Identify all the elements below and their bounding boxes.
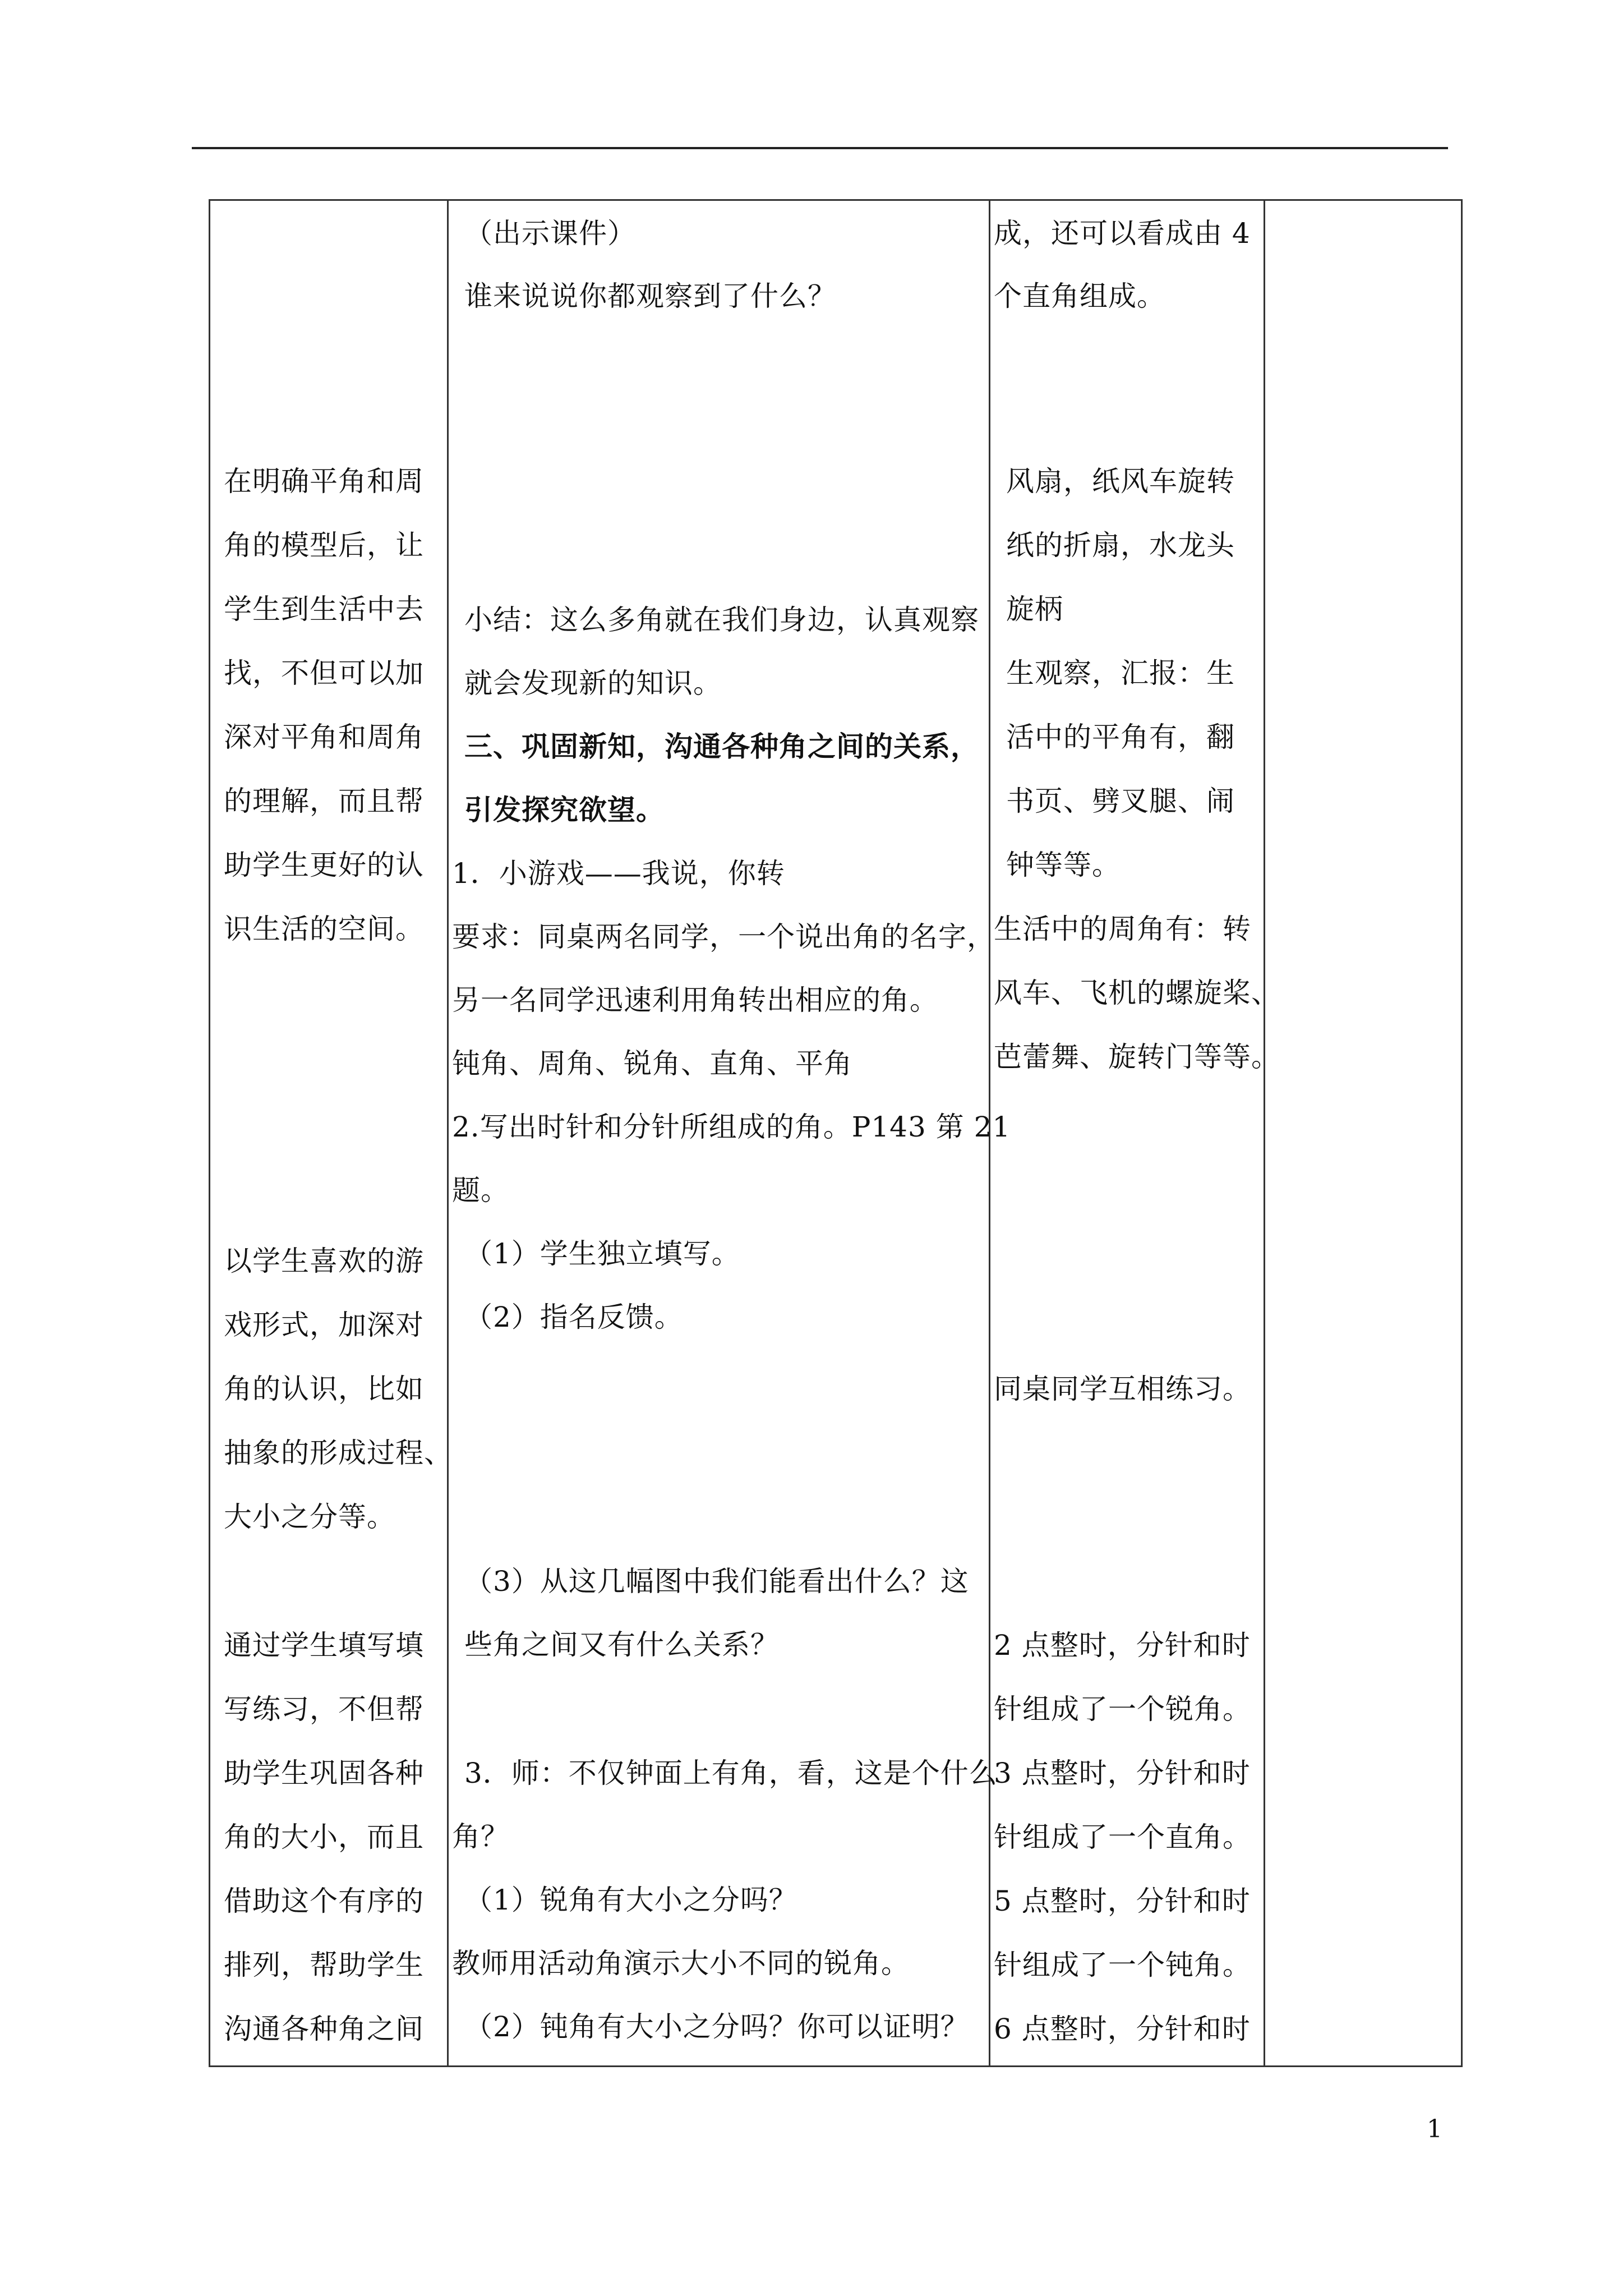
teacher-line: 些角之间又有什么关系？ [464, 1628, 779, 1661]
student-line: 旋柄 [1006, 593, 1063, 625]
student-line: 针组成了一个直角。 [994, 1821, 1251, 1853]
design-line: 深对平角和周角 [224, 721, 424, 753]
teacher-line: （1）学生独立填写。 [464, 1237, 740, 1270]
student-line: 5 点整时，分针和时 [994, 1885, 1251, 1917]
design-line: 助学生巩固各种 [224, 1757, 424, 1789]
design-line: 大小之分等。 [224, 1501, 395, 1533]
teacher-line: 就会发现新的知识。 [464, 667, 722, 700]
teacher-line: 钝角、周角、锐角、直角、平角 [452, 1047, 852, 1080]
teacher-line: 要求：同桌两名同学，一个说出角的名字， [452, 921, 995, 953]
design-line: 沟通各种角之间 [224, 2013, 424, 2045]
student-line: 生观察，汇报：生 [1006, 657, 1235, 689]
student-line: 6 点整时，分针和时 [994, 2013, 1251, 2045]
student-line: 生活中的周角有：转 [994, 913, 1251, 945]
teacher-line: （出示课件） [464, 217, 636, 250]
student-line: 芭蕾舞、旋转门等等。 [994, 1041, 1280, 1073]
student-line: 针组成了一个钝角。 [994, 1949, 1251, 1981]
design-line: 助学生更好的认 [224, 849, 424, 881]
teacher-line: 角？ [452, 1820, 509, 1853]
teacher-line: 教师用活动角演示大小不同的锐角。 [452, 1947, 910, 1980]
student-line: 钟等等。 [1006, 849, 1121, 881]
teacher-line: （2）指名反馈。 [464, 1301, 683, 1333]
student-line: 针组成了一个锐角。 [994, 1693, 1251, 1726]
teacher-line: 3．师：不仅钟面上有角，看，这是个什么 [464, 1757, 998, 1789]
teacher-line: （1）锐角有大小之分吗？ [464, 1884, 797, 1916]
design-line: 角的模型后，让 [224, 529, 424, 562]
header-rule [192, 147, 1448, 149]
design-intent-cell [210, 201, 453, 2065]
teacher-line: 谁来说说你都观察到了什么？ [464, 280, 836, 312]
student-line: 书页、劈叉腿、闹 [1006, 785, 1235, 817]
design-line: 写练习，不但帮 [224, 1693, 424, 1726]
design-line: 学生到生活中去 [224, 593, 424, 625]
design-line: 角的大小，而且 [224, 1821, 424, 1853]
teacher-line: 1．小游戏——我说，你转 [452, 857, 785, 890]
page-number: 1 [1427, 2115, 1442, 2143]
teacher-activity-cell [449, 201, 1011, 2065]
teacher-heading-line: 引发探究欲望。 [464, 793, 665, 826]
design-line: 找，不但可以加 [224, 657, 424, 689]
teacher-line: 另一名同学迅速利用角转出相应的角。 [452, 984, 938, 1016]
design-line: 以学生喜欢的游 [224, 1245, 424, 1277]
student-line: 2 点整时，分针和时 [994, 1629, 1251, 1662]
student-line: 成，还可以看成由 4 [994, 217, 1251, 250]
design-line: 在明确平角和周 [224, 465, 424, 498]
lesson-table [209, 199, 1463, 2067]
design-line: 借助这个有序的 [224, 1885, 424, 1917]
design-line: 抽象的形成过程、 [224, 1437, 453, 1469]
teacher-heading-line: 三、巩固新知，沟通各种角之间的关系， [464, 730, 979, 763]
student-line: 3 点整时，分针和时 [994, 1757, 1251, 1789]
teacher-line: 题。 [452, 1174, 509, 1207]
teacher-line: 2.写出时针和分针所组成的角。P143 第 21 [452, 1111, 1011, 1143]
design-line: 角的认识，比如 [224, 1373, 424, 1405]
teacher-line: （2）钝角有大小之分吗？你可以证明？ [464, 2010, 969, 2043]
student-line: 风扇，纸风车旋转 [1006, 465, 1235, 498]
student-line: 同桌同学互相练习。 [994, 1373, 1251, 1405]
teacher-line: 小结：这么多角就在我们身边，认真观察 [464, 604, 979, 636]
student-line: 个直角组成。 [994, 280, 1165, 312]
teacher-line: （3）从这几幅图中我们能看出什么？这 [464, 1565, 969, 1598]
design-line: 的理解，而且帮 [224, 785, 424, 817]
design-line: 识生活的空间。 [224, 913, 424, 945]
design-line: 通过学生填写填 [224, 1629, 424, 1662]
student-activity-cell [990, 201, 1280, 2065]
design-line: 排列，帮助学生 [224, 1949, 424, 1981]
student-line: 活中的平角有，翻 [1006, 721, 1235, 753]
notes-cell [1265, 201, 1463, 2065]
student-line: 纸的折扇，水龙头 [1006, 529, 1235, 562]
design-line: 戏形式，加深对 [224, 1309, 424, 1341]
student-line: 风车、飞机的螺旋桨、 [994, 977, 1280, 1009]
